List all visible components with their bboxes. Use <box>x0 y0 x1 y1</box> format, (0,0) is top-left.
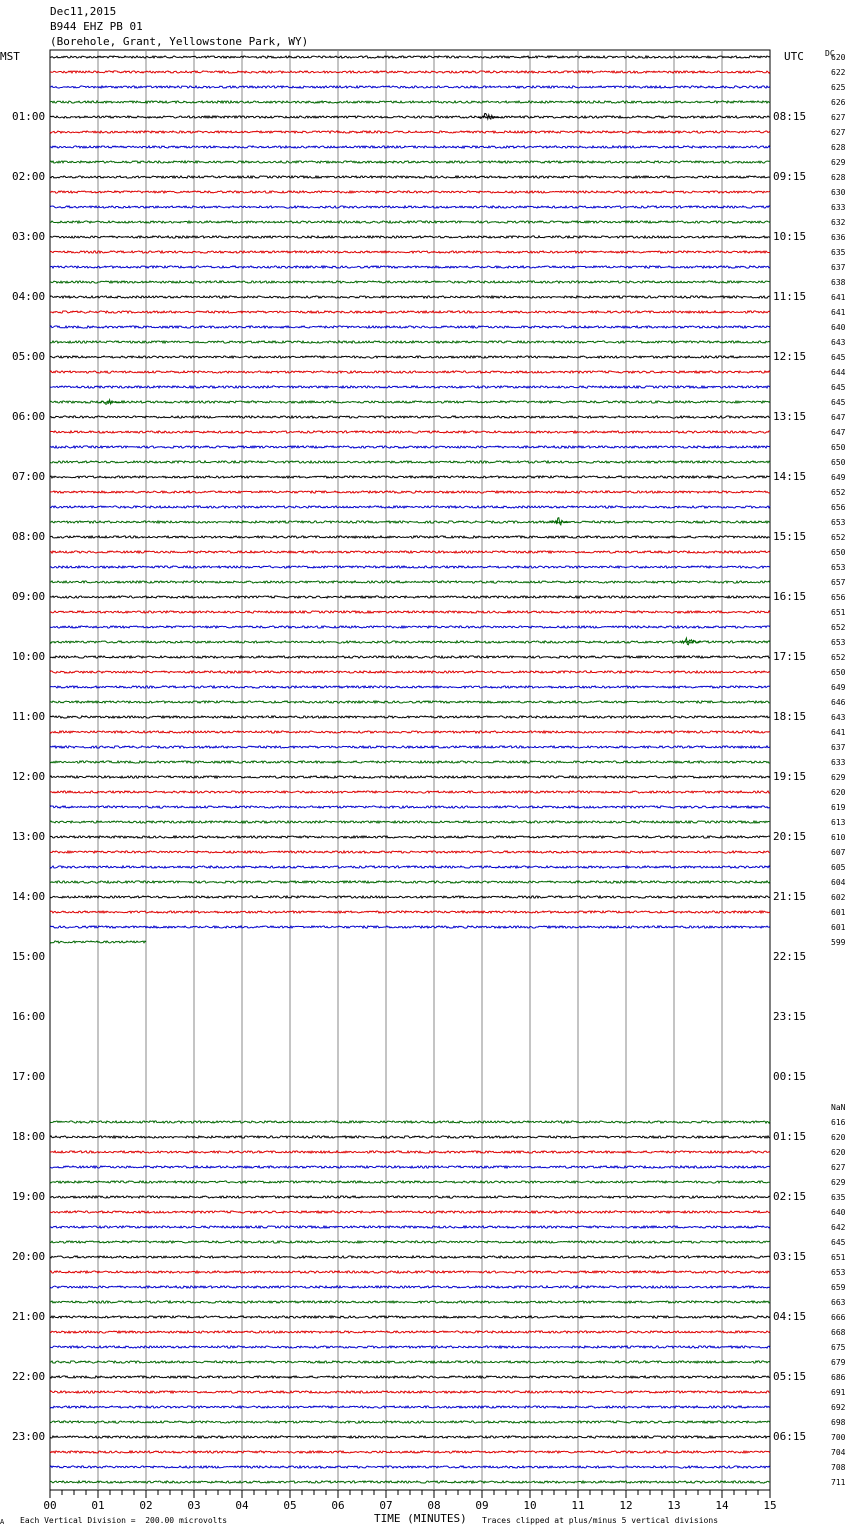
trace-row <box>50 821 770 823</box>
trace-row <box>50 1211 770 1213</box>
station-location: (Borehole, Grant, Yellowstone Park, WY) <box>50 35 309 48</box>
trace-row <box>50 671 770 673</box>
mst-hour-label: 06:00 <box>12 410 46 423</box>
dc-offset-label: 652 <box>831 623 846 632</box>
trace-row <box>50 746 770 748</box>
trace-row <box>50 461 770 463</box>
dc-offset-label: 643 <box>831 338 846 347</box>
trace-row <box>50 1196 770 1198</box>
trace-row <box>50 1166 770 1168</box>
dc-offset-label: 628 <box>831 143 846 152</box>
dc-offset-label: 652 <box>831 653 846 662</box>
trace-row <box>50 1241 770 1243</box>
mst-hour-label: 05:00 <box>12 350 46 363</box>
dc-offset-label: 635 <box>831 248 846 257</box>
x-tick-label: 14 <box>715 1499 729 1512</box>
x-tick-label: 11 <box>571 1499 585 1512</box>
trace-row <box>50 161 770 163</box>
trace-row <box>50 1226 770 1228</box>
mst-hour-label: 16:00 <box>12 1010 46 1023</box>
utc-hour-label: 03:15 <box>773 1250 807 1263</box>
trace-row <box>50 356 770 358</box>
dc-offset-label: 675 <box>831 1343 846 1352</box>
mst-hour-label: 11:00 <box>12 710 46 723</box>
dc-offset-label: 636 <box>831 233 846 242</box>
x-tick-label: 04 <box>235 1499 249 1512</box>
dc-column-header: DC <box>825 49 835 58</box>
dc-offset-label: 645 <box>831 383 846 392</box>
trace-row <box>50 1376 770 1378</box>
utc-hour-label: 10:15 <box>773 230 807 243</box>
dc-offset-label: 641 <box>831 728 846 737</box>
utc-hour-label: 15:15 <box>773 530 807 543</box>
utc-hour-label: 00:15 <box>773 1070 807 1083</box>
dc-offset-label: 632 <box>831 218 846 227</box>
mst-hour-label: 19:00 <box>12 1190 46 1203</box>
trace-row <box>50 641 770 643</box>
dc-offset-label: 626 <box>831 98 846 107</box>
dc-offset-label: 646 <box>831 698 846 707</box>
dc-offset-label: 629 <box>831 1178 846 1187</box>
trace-row <box>50 1451 770 1453</box>
dc-offset-label: 625 <box>831 83 846 92</box>
trace-row <box>50 221 770 223</box>
trace-row <box>50 371 770 373</box>
trace-row <box>50 926 770 928</box>
trace-row <box>50 311 770 313</box>
mst-hour-label: 01:00 <box>12 110 46 123</box>
dc-offset-label: 629 <box>831 158 846 167</box>
dc-offset-label: 647 <box>831 413 846 422</box>
trace-row <box>50 386 770 388</box>
trace-row <box>50 176 770 178</box>
dc-offset-label: 651 <box>831 608 846 617</box>
trace-row <box>50 251 770 253</box>
dc-offset-label: 619 <box>831 803 846 812</box>
mst-hour-label: 04:00 <box>12 290 46 303</box>
trace-row <box>50 116 770 118</box>
trace-row <box>50 791 770 793</box>
trace-row <box>50 521 770 523</box>
trace-row <box>50 1316 770 1318</box>
dc-offset-label: 666 <box>831 1313 846 1322</box>
dc-offset-label: 647 <box>831 428 846 437</box>
mst-hour-label: 14:00 <box>12 890 46 903</box>
utc-hour-label: 16:15 <box>773 590 807 603</box>
dc-offset-label: 613 <box>831 818 846 827</box>
trace-row <box>50 131 770 133</box>
dc-offset-label: 627 <box>831 1163 846 1172</box>
trace-row <box>50 146 770 148</box>
dc-offset-label: 650 <box>831 458 846 467</box>
dc-offset-label: 633 <box>831 758 846 767</box>
dc-offset-label: 640 <box>831 1208 846 1217</box>
dc-offset-label: 653 <box>831 563 846 572</box>
left-timezone-label: MST <box>0 50 20 63</box>
trace-row <box>50 326 770 328</box>
mst-hour-label: 18:00 <box>12 1130 46 1143</box>
trace-row <box>50 896 770 898</box>
mst-hour-label: 15:00 <box>12 950 46 963</box>
trace-row <box>50 296 770 298</box>
dc-offset-label: 635 <box>831 1193 846 1202</box>
mst-hour-label: 20:00 <box>12 1250 46 1263</box>
utc-hour-label: 20:15 <box>773 830 807 843</box>
trace-row <box>50 536 770 538</box>
dc-offset-label: 620 <box>831 1148 846 1157</box>
trace-row <box>50 1406 770 1408</box>
utc-hour-label: 04:15 <box>773 1310 807 1323</box>
trace-row <box>50 71 770 73</box>
dc-offset-label: 629 <box>831 773 846 782</box>
trace-row <box>50 1136 770 1138</box>
dc-offset-label: 653 <box>831 1268 846 1277</box>
dc-offset-label: 630 <box>831 188 846 197</box>
dc-offset-label: 643 <box>831 713 846 722</box>
trace-row <box>50 881 770 883</box>
utc-hour-label: 14:15 <box>773 470 807 483</box>
dc-offset-label: 651 <box>831 1253 846 1262</box>
trace-row <box>50 1436 770 1438</box>
trace-row <box>50 506 770 508</box>
trace-row <box>50 1421 770 1423</box>
trace-row <box>50 1481 770 1483</box>
trace-row <box>50 851 770 853</box>
dc-offset-label: 620 <box>831 1133 846 1142</box>
trace-row <box>50 476 770 478</box>
mst-hour-label: 17:00 <box>12 1070 46 1083</box>
utc-hour-label: 19:15 <box>773 770 807 783</box>
trace-row <box>50 806 770 808</box>
trace-row <box>50 416 770 418</box>
trace-row <box>50 1271 770 1273</box>
dc-offset-label: 642 <box>831 1223 846 1232</box>
utc-hour-label: 13:15 <box>773 410 807 423</box>
plot-date: Dec11,2015 <box>50 5 117 18</box>
trace-row <box>50 1331 770 1333</box>
dc-offset-label: 640 <box>831 323 846 332</box>
dc-offset-label: 627 <box>831 128 846 137</box>
utc-hour-label: 11:15 <box>773 290 807 303</box>
trace-row <box>50 776 770 778</box>
trace-row <box>50 1301 770 1303</box>
dc-offset-label: 644 <box>831 368 846 377</box>
x-tick-label: 13 <box>667 1499 681 1512</box>
dc-offset-label: 650 <box>831 668 846 677</box>
dc-offset-label: 601 <box>831 923 846 932</box>
dc-offset-label: 691 <box>831 1388 846 1397</box>
x-tick-label: 12 <box>619 1499 633 1512</box>
trace-row <box>50 761 770 763</box>
dc-offset-label: 650 <box>831 443 846 452</box>
dc-offset-label: 711 <box>831 1478 846 1487</box>
trace-row <box>50 1121 770 1123</box>
dc-offset-label: 652 <box>831 533 846 542</box>
mst-hour-label: 07:00 <box>12 470 46 483</box>
trace-row <box>50 206 770 208</box>
dc-offset-label: 645 <box>831 353 846 362</box>
trace-row <box>50 1466 770 1468</box>
trace-row <box>50 1256 770 1258</box>
trace-row <box>50 626 770 628</box>
dc-offset-label: 649 <box>831 683 846 692</box>
trace-row <box>50 611 770 613</box>
dc-offset-label: 637 <box>831 743 846 752</box>
trace-row <box>50 446 770 448</box>
dc-offset-label: 627 <box>831 113 846 122</box>
dc-offset-label: 686 <box>831 1373 846 1382</box>
dc-offset-label: 645 <box>831 398 846 407</box>
dc-offset-label: 657 <box>831 578 846 587</box>
trace-row <box>50 836 770 838</box>
trace-row <box>50 1361 770 1363</box>
dc-offset-label: 620 <box>831 788 846 797</box>
dc-column-header-2: NaN <box>831 1103 846 1112</box>
dc-offset-label: 637 <box>831 263 846 272</box>
dc-offset-label: 700 <box>831 1433 846 1442</box>
dc-offset-label: 668 <box>831 1328 846 1337</box>
x-tick-label: 09 <box>475 1499 489 1512</box>
trace-row <box>50 491 770 493</box>
x-tick-label: 03 <box>187 1499 201 1512</box>
trace-row <box>50 281 770 283</box>
mst-hour-label: 08:00 <box>12 530 46 543</box>
x-axis-title: TIME (MINUTES) <box>374 1512 467 1525</box>
utc-hour-label: 17:15 <box>773 650 807 663</box>
vertical-division-note: Each Vertical Division = 200.00 microvolts <box>20 1516 228 1525</box>
dc-offset-label: 599 <box>831 938 846 947</box>
dc-offset-label: 652 <box>831 488 846 497</box>
mst-hour-label: 10:00 <box>12 650 46 663</box>
dc-offset-label: 692 <box>831 1403 846 1412</box>
x-tick-label: 10 <box>523 1499 537 1512</box>
mst-hour-label: 03:00 <box>12 230 46 243</box>
x-tick-label: 08 <box>427 1499 441 1512</box>
trace-row <box>50 1346 770 1348</box>
trace-row <box>50 686 770 688</box>
trace-row <box>50 266 770 268</box>
mst-hour-label: 21:00 <box>12 1310 46 1323</box>
dc-offset-label: 650 <box>831 548 846 557</box>
utc-hour-label: 09:15 <box>773 170 807 183</box>
clip-note: Traces clipped at plus/minus 5 vertical divisions <box>482 1516 719 1525</box>
trace-row <box>50 551 770 553</box>
trace-row <box>50 236 770 238</box>
trace-row <box>50 596 770 598</box>
utc-hour-label: 23:15 <box>773 1010 807 1023</box>
dc-offset-label: 704 <box>831 1448 846 1457</box>
x-tick-label: 02 <box>139 1499 153 1512</box>
x-tick-label: 15 <box>763 1499 777 1512</box>
dc-offset-label: 616 <box>831 1118 846 1127</box>
trace-row <box>50 701 770 703</box>
dc-offset-label: 605 <box>831 863 846 872</box>
trace-row <box>50 341 770 343</box>
mst-hour-label: 02:00 <box>12 170 46 183</box>
right-timezone-label: UTC <box>784 50 804 63</box>
trace-row <box>50 431 770 433</box>
trace-row <box>50 1286 770 1288</box>
plot-frame <box>50 50 770 1490</box>
utc-hour-label: 05:15 <box>773 1370 807 1383</box>
dc-offset-label: 602 <box>831 893 846 902</box>
mst-hour-label: 12:00 <box>12 770 46 783</box>
utc-hour-label: 18:15 <box>773 710 807 723</box>
trace-row <box>50 716 770 718</box>
dc-offset-label: 656 <box>831 593 846 602</box>
dc-offset-label: 628 <box>831 173 846 182</box>
dc-offset-label: 633 <box>831 203 846 212</box>
trace-row <box>50 911 770 913</box>
scale-mark: A <box>0 1518 5 1526</box>
trace-row <box>50 866 770 868</box>
trace-row <box>50 731 770 733</box>
dc-offset-label: 641 <box>831 308 846 317</box>
trace-row <box>50 1151 770 1153</box>
dc-offset-label: 649 <box>831 473 846 482</box>
x-tick-label: 06 <box>331 1499 345 1512</box>
trace-row <box>50 1181 770 1183</box>
trace-row <box>50 1391 770 1393</box>
dc-offset-label: 622 <box>831 68 846 77</box>
station-name: B944 EHZ PB 01 <box>50 20 143 33</box>
dc-offset-label: 653 <box>831 518 846 527</box>
dc-offset-label: 641 <box>831 293 846 302</box>
dc-offset-label: 620 <box>831 53 846 62</box>
trace-row <box>50 656 770 658</box>
utc-hour-label: 21:15 <box>773 890 807 903</box>
utc-hour-label: 06:15 <box>773 1430 807 1443</box>
seismic-event <box>551 518 571 525</box>
utc-hour-label: 22:15 <box>773 950 807 963</box>
utc-hour-label: 01:15 <box>773 1130 807 1143</box>
dc-offset-label: 638 <box>831 278 846 287</box>
x-tick-label: 01 <box>91 1499 105 1512</box>
trace-row <box>50 401 770 403</box>
utc-hour-label: 08:15 <box>773 110 807 123</box>
trace-row <box>50 191 770 193</box>
mst-hour-label: 23:00 <box>12 1430 46 1443</box>
dc-offset-label: 653 <box>831 638 846 647</box>
mst-hour-label: 13:00 <box>12 830 46 843</box>
utc-hour-label: 12:15 <box>773 350 807 363</box>
x-tick-label: 05 <box>283 1499 297 1512</box>
trace-row <box>50 581 770 583</box>
trace-row <box>50 86 770 88</box>
dc-offset-label: 604 <box>831 878 846 887</box>
trace-row <box>50 566 770 568</box>
dc-offset-label: 679 <box>831 1358 846 1367</box>
dc-offset-label: 659 <box>831 1283 846 1292</box>
utc-hour-label: 02:15 <box>773 1190 807 1203</box>
dc-offset-label: 698 <box>831 1418 846 1427</box>
dc-offset-label: 610 <box>831 833 846 842</box>
dc-offset-label: 663 <box>831 1298 846 1307</box>
mst-hour-label: 09:00 <box>12 590 46 603</box>
dc-offset-label: 607 <box>831 848 846 857</box>
dc-offset-label: 645 <box>831 1238 846 1247</box>
trace-row <box>50 56 770 58</box>
x-tick-label: 07 <box>379 1499 393 1512</box>
trace-row <box>50 101 770 103</box>
dc-offset-label: 601 <box>831 908 846 917</box>
mst-hour-label: 22:00 <box>12 1370 46 1383</box>
dc-offset-label: 656 <box>831 503 846 512</box>
dc-offset-label: 708 <box>831 1463 846 1472</box>
x-tick-label: 00 <box>43 1499 57 1512</box>
